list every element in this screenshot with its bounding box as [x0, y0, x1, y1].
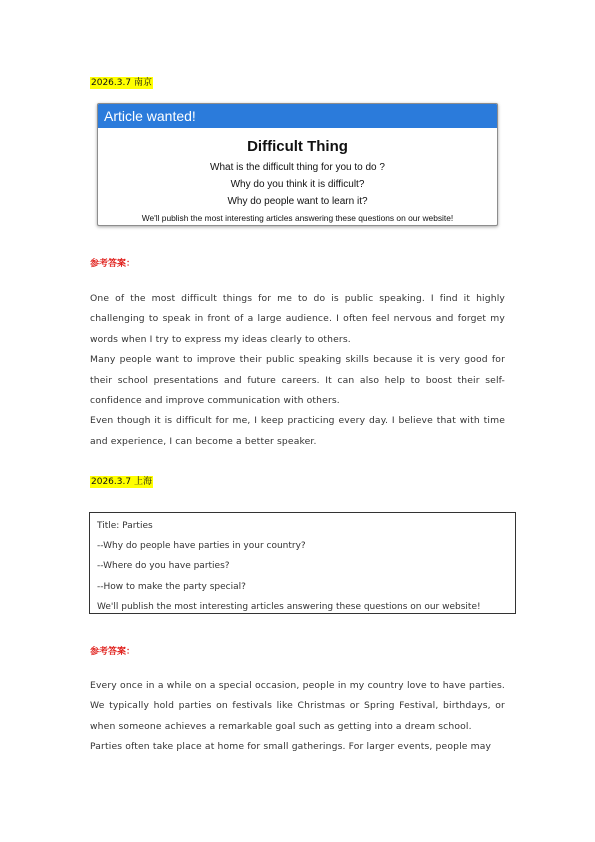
task-line: --How to make the party special? — [97, 581, 246, 592]
task-line: Title: Parties — [97, 521, 153, 531]
paragraph: Even though it is difficult for me, I keep practicing every day. I believe that with time and experience, I can become a better speaker. — [90, 415, 505, 447]
task-line: --Where do you have parties? — [97, 561, 230, 572]
paragraph: One of the most difficult things for me to do is public speaking. I find it highly challenging to speak in front of a large audience. I often feel nervous and forget my words when I try to express my ideas clearly to others. — [90, 293, 505, 345]
answer-label: 参考答案： — [90, 259, 136, 269]
paragraph: Every once in a while on a special occasion, people in my country love to have parties. We typically hold parties on festivals like Christmas or Spring Festival, birthdays, or when someone achieves a remarkable goal such as getting into a dream school. — [90, 680, 505, 732]
card-question: What is the difficult thing for you to do ? — [210, 162, 385, 173]
answer-text — [90, 289, 505, 452]
card-body — [98, 138, 497, 225]
task-line: We'll publish the most interesting articles answering these questions on our website! — [97, 601, 481, 612]
answer-text — [90, 676, 505, 758]
card-title: Difficult Thing — [247, 138, 348, 155]
date-location-tag: 2026.3.7 上海 — [91, 477, 152, 487]
card-note: We'll publish the most interesting articles answering these questions on our website! — [141, 213, 454, 223]
task-line: --Why do people have parties in your country? — [97, 541, 306, 552]
task-box — [89, 512, 516, 614]
paragraph: Many people want to improve their public speaking skills because it is very good for their school presentations and future careers. It can also help to boost their self-confidence and improve communication with others. — [90, 354, 505, 407]
article-wanted-card — [97, 103, 498, 226]
card-header: Article wanted! — [98, 104, 497, 128]
date-location-tag: 2026.3.7 南京 — [91, 78, 152, 88]
card-question: Why do people want to learn it? — [227, 196, 368, 207]
answer-label: 参考答案： — [90, 647, 136, 657]
card-question: Why do you think it is difficult? — [230, 179, 365, 190]
paragraph: Parties often take place at home for small gatherings. For larger events, people may — [90, 741, 492, 753]
